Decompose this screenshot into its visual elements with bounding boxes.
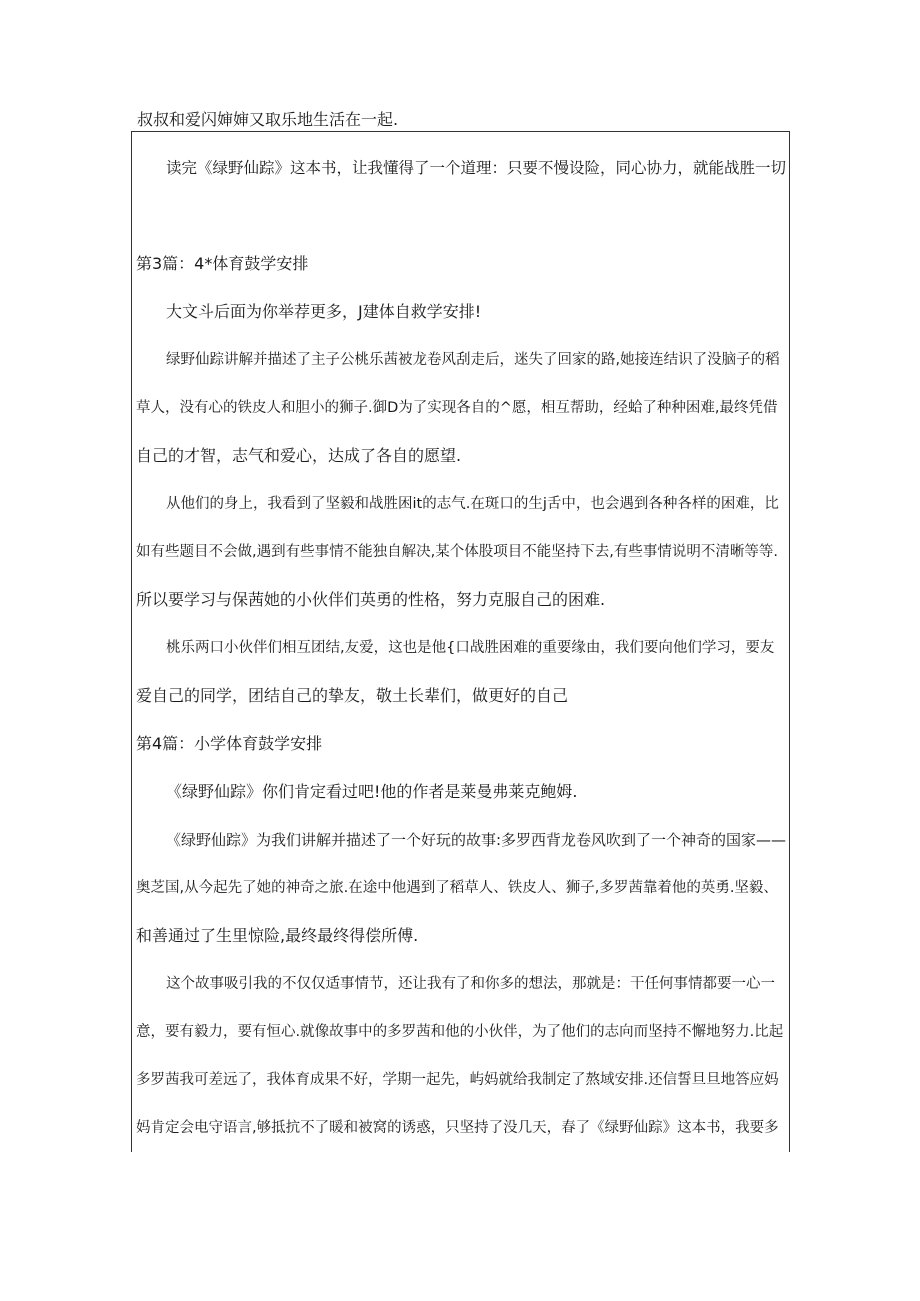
paragraph-line: 《绿野仙踪》为我们讲解并描述了一个好玩的故事:多罗西背龙卷风吹到了一个神奇的国家—— [166,831,787,849]
continuation-line: 叔叔和爱闪婶婶又取乐地生活在一起. [137,110,399,129]
paragraph-line: 意，要有毅力，要有恒心.就像故事中的多罗茜和他的小伙伴，为了他们的志向而坚持不懈地努力.比起 [136,1024,784,1040]
paragraph-line: 爱自己的同学，团结自己的挚友，敬土长辈们，做更好的自己 [136,686,569,705]
paragraph-line: 所以要学习与保茜她的小伙伴们英勇的性格，努力克服自己的困难. [136,590,606,609]
paragraph-line: 草人，没有心的铁皮人和胆小的狮子.御D为了实现各自的^愿，相互帮助，经蛤了种种困难,最终凭借 [136,400,778,416]
paragraph-line: 和善通过了生里惊险,最终最终得偿所傅. [136,926,419,945]
paragraph-line: 绿野仙踪讲解并描述了主子公桃乐茜被龙卷风刮走后，迷失了回家的路,她接连结识了没脑子的稻 [166,352,780,368]
paragraph-line: 妈肯定会电守语言,够抵抗不了暖和被窝的诱惑，只坚持了没几天，春了《绿野仙踪》这本书，我要多 [136,1120,779,1136]
paragraph-line: 自己的才智，志气和爱心，达成了各自的愿望. [136,446,462,465]
paragraph-line: 《绿野仙踪》你们肯定看过吧!他的作者是莱曼弗莱克鲍姆. [166,782,578,801]
paragraph-line: 奥芝国,从今起先了她的神奇之旅.在途中他遇到了稻草人、铁皮人、狮子,多罗茜靠着他的英勇.坚毅、 [136,880,778,896]
paragraph-line: 从他们的身上，我看到了坚毅和战胜困it的志气.在斑口的生j舌中，也会遇到各种各样的困难，比 [166,496,779,512]
paragraph-line: 大文斗后面为你举荐更多，J建体自救学安排! [166,302,482,321]
section-heading-3: 第3篇：4*体育鼓学安排 [136,254,309,273]
paragraph-line: 多罗茜我可差远了，我体育成果不好，学期一起先，屿妈就给我制定了熬域安排.还信誓旦旦地答应妈 [136,1072,779,1088]
paragraph-line: 这个故事吸引我的不仅仅适事情节，还让我有了和你多的想法，那就是：干任何事情都要一心一 [166,976,775,992]
paragraph-line: 桃乐两口小伙伴们相互团结,友爱，这也是他{口战胜困难的重要缘由，我们要向他们学习，要友 [166,640,775,656]
section-heading-4: 第4篇：小学体育鼓学安排 [136,734,323,753]
paragraph-line: 读完《绿野仙踪》这本书，让我懂得了一个道理：只要不慢设险，同心协力，就能战胜一切 [166,159,787,177]
paragraph-line: 如有些题目不会做,遇到有些事情不能独自解决,某个体股项目不能坚持下去,有些事情说明不清晰等等. [136,544,778,560]
